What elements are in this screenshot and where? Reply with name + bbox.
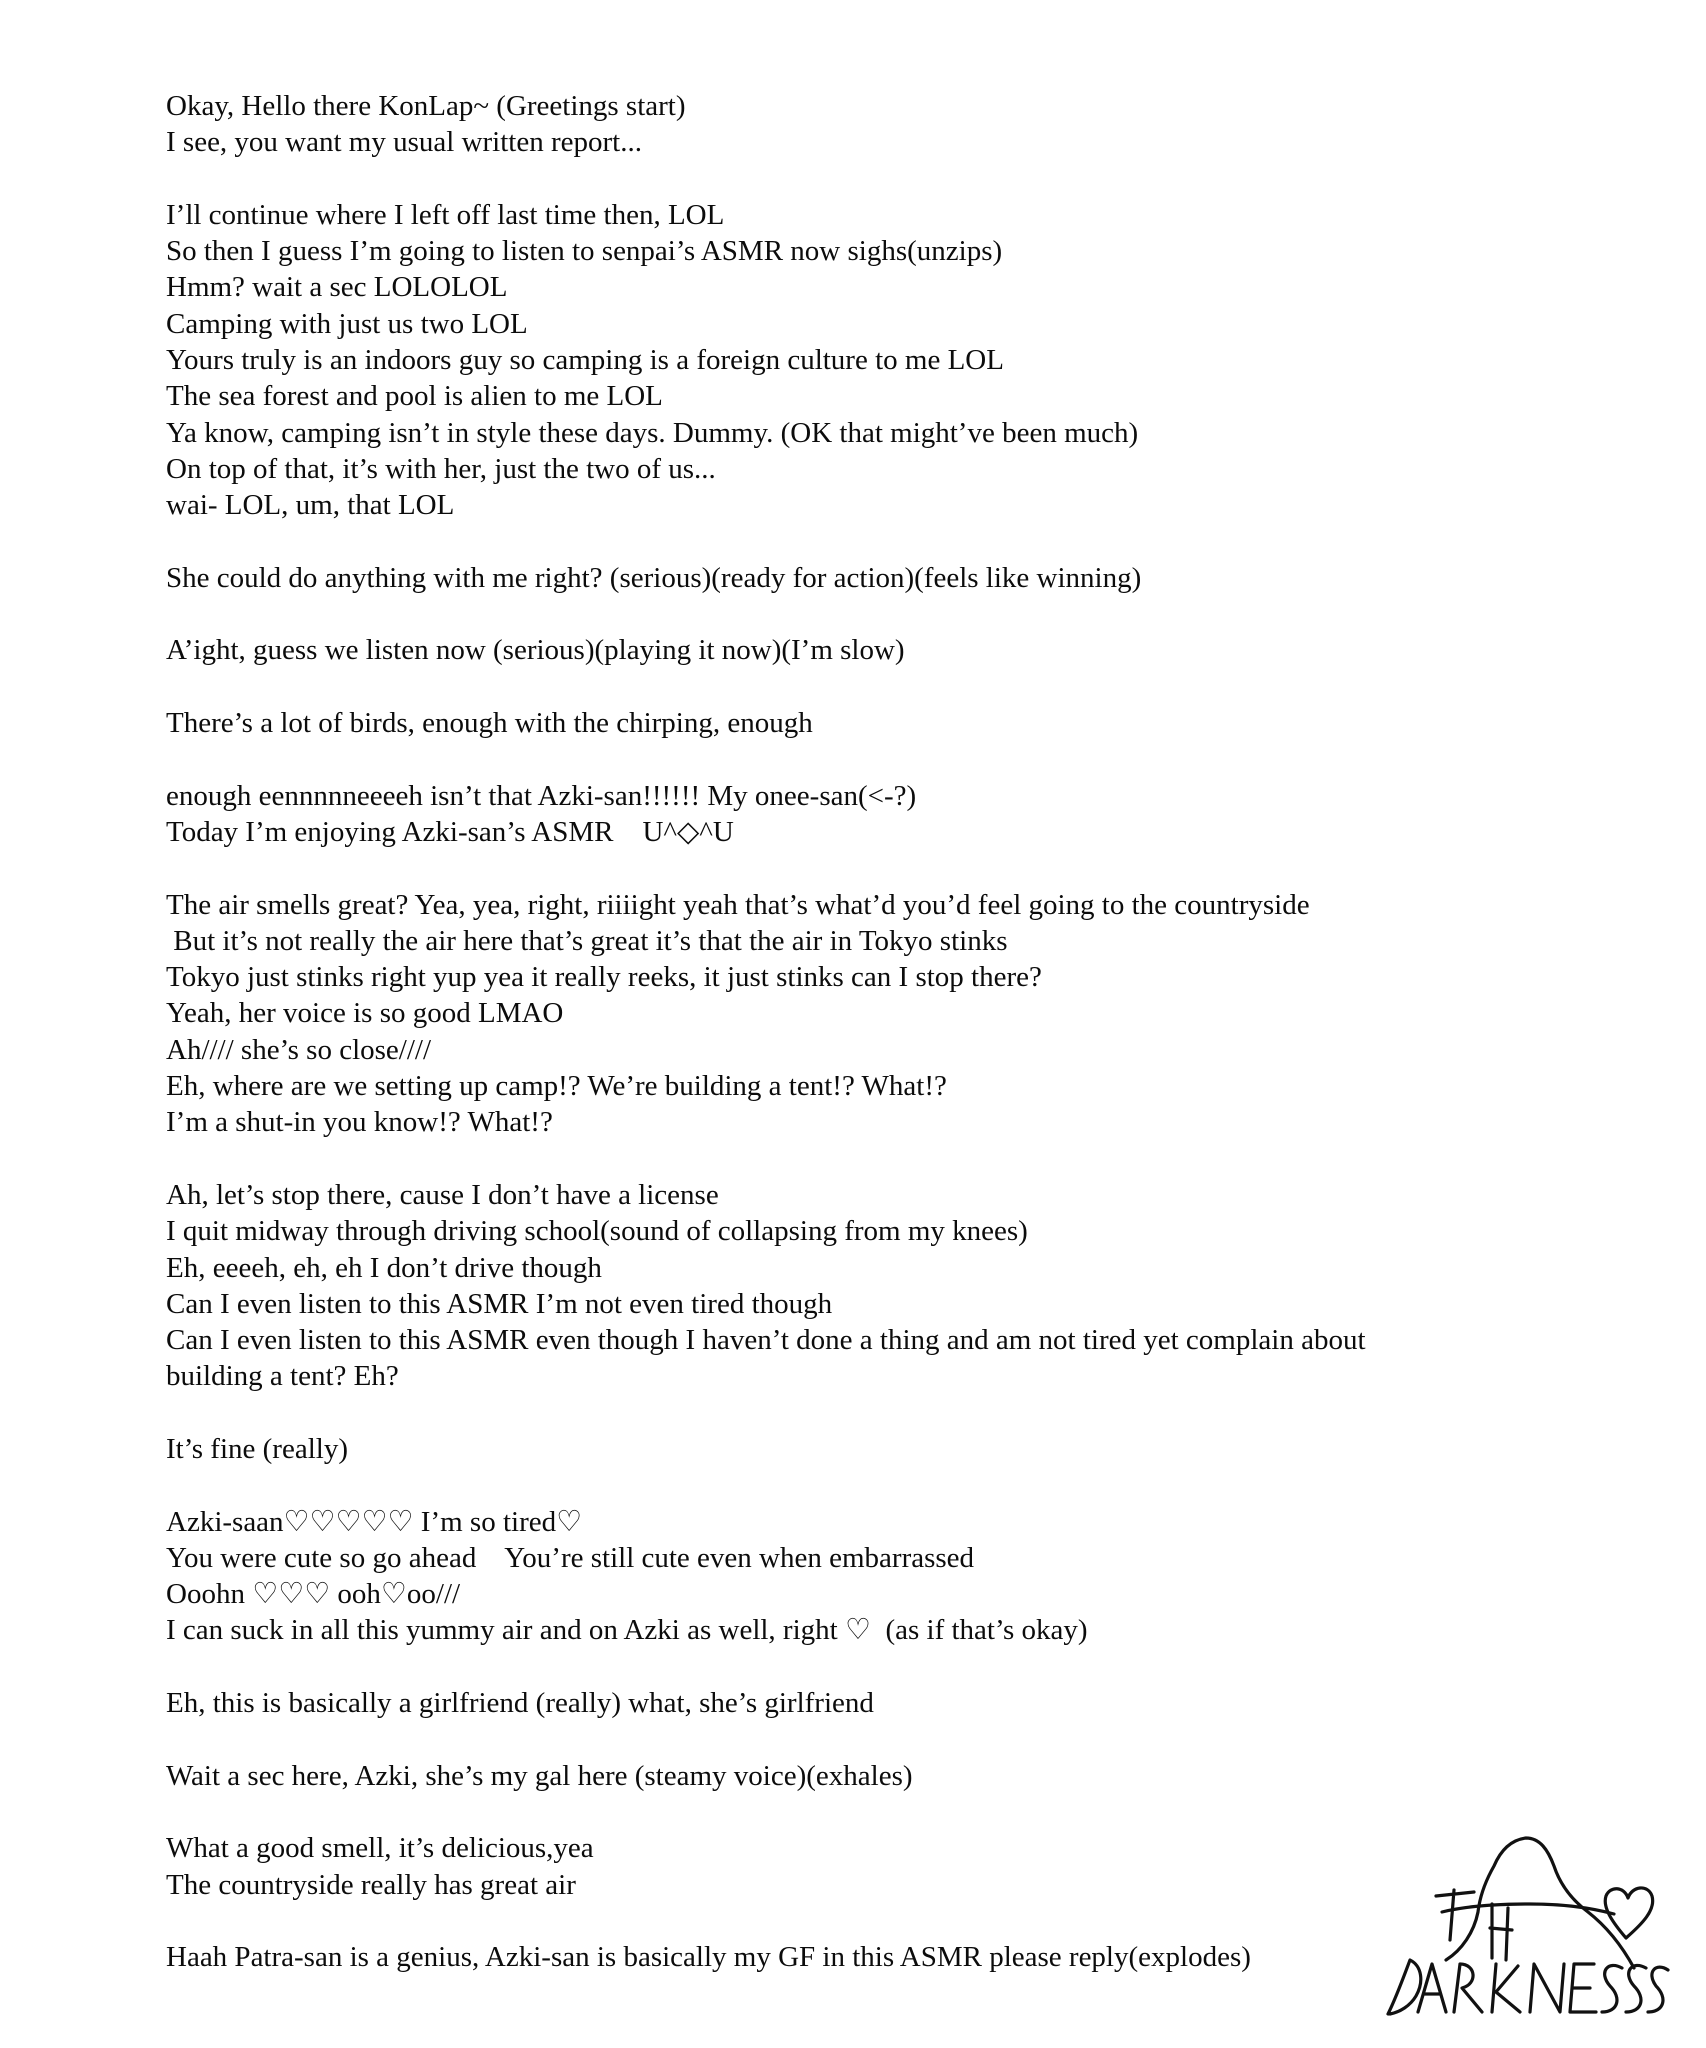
blank-line — [166, 1467, 1566, 1503]
text-line: Wait a sec here, Azki, she’s my gal here (steamy voice)(exhales) — [166, 1759, 913, 1792]
text-line: Eh, this is basically a girlfriend (really) what, she’s girlfriend — [166, 1687, 874, 1720]
text-line: Today I’m enjoying Azki-san’s ASMR U^◇^U — [166, 815, 734, 848]
text-line: The air smells great? Yea, yea, right, riiiight yeah that’s what’d you’d feel going to the countryside — [166, 888, 1310, 921]
text-line: You were cute so go ahead You’re still cute even when embarrassed — [166, 1541, 975, 1574]
blank-line — [166, 1141, 1566, 1177]
text-line: I’m a shut-in you know!? What!? — [166, 1106, 553, 1139]
text-line: What a good smell, it’s delicious,yea — [166, 1832, 594, 1865]
text-line: I’ll continue where I left off last time then, LOL — [166, 198, 725, 231]
signature-drawing — [1370, 1800, 1670, 2020]
text-line: Tokyo just stinks right yup yea it really reeks, it just stinks can I stop there? — [166, 961, 1042, 994]
text-line: There’s a lot of birds, enough with the chirping, enough — [166, 707, 813, 740]
blank-line — [166, 1721, 1566, 1757]
text-line: enough eennnnneeeeh isn’t that Azki-san!!!!!! My onee-san(<-?) — [166, 779, 917, 812]
blank-line — [166, 524, 1566, 560]
text-line: Can I even listen to this ASMR I’m not even tired though — [166, 1287, 833, 1320]
text-line: Yeah, her voice is so good LMAO — [166, 997, 564, 1030]
text-line: A’ight, guess we listen now (serious)(playing it now)(I’m slow) — [166, 634, 905, 667]
text-line: Okay, Hello there KonLap~ (Greetings start) — [166, 90, 686, 122]
text-line: It’s fine (really) — [166, 1432, 348, 1465]
text-line: wai- LOL, um, that LOL — [166, 489, 455, 522]
text-line: Can I even listen to this ASMR even though I haven’t done a thing and am not tired yet complain about — [166, 1324, 1366, 1357]
letter-body — [166, 88, 1566, 1975]
text-line: Ah, let’s stop there, cause I don’t have a license — [166, 1178, 719, 1211]
text-line: She could do anything with me right? (serious)(ready for action)(feels like winning) — [166, 561, 1142, 594]
text-line: building a tent? Eh? — [166, 1360, 399, 1393]
signature-word-stroke — [1388, 1960, 1668, 2014]
handwritten-signature — [1370, 1800, 1670, 2020]
blank-line — [166, 1903, 1566, 1939]
text-line: I quit midway through driving school(sound of collapsing from my knees) — [166, 1215, 1028, 1248]
text-line: I see, you want my usual written report... — [166, 126, 642, 159]
text-line: I can suck in all this yummy air and on Azki as well, right ♡ (as if that’s okay) — [166, 1614, 1088, 1647]
text-line: Eh, where are we setting up camp!? We’re building a tent!? What!? — [166, 1070, 947, 1103]
text-line: So then I guess I’m going to listen to senpai’s ASMR now sighs(unzips) — [166, 235, 1003, 268]
text-line: On top of that, it’s with her, just the two of us... — [166, 452, 716, 485]
text-line: Camping with just us two LOL — [166, 307, 528, 340]
blank-line — [166, 1395, 1566, 1431]
blank-line — [166, 741, 1566, 777]
text-line: Ooohn ♡♡♡ ooh♡oo/// — [166, 1578, 461, 1611]
text-line: The countryside really has great air — [166, 1868, 576, 1901]
text-line: The sea forest and pool is alien to me LOL — [166, 380, 663, 413]
blank-line — [166, 669, 1566, 705]
blank-line — [166, 850, 1566, 886]
blank-line — [166, 596, 1566, 632]
blank-line — [166, 1794, 1566, 1830]
text-line: Haah Patra-san is a genius, Azki-san is basically my GF in this ASMR please reply(explodes) — [166, 1941, 1251, 1974]
text-line: Ya know, camping isn’t in style these days. Dummy. (OK that might’ve been much) — [166, 416, 1139, 449]
blank-line — [166, 1649, 1566, 1685]
text-line: Eh, eeeeh, eh, eh I don’t drive though — [166, 1251, 602, 1284]
blank-line — [166, 161, 1566, 197]
text-line: Yours truly is an indoors guy so camping is a foreign culture to me LOL — [166, 344, 1004, 377]
text-line: Azki-saan♡♡♡♡♡ I’m so tired♡ — [166, 1505, 583, 1538]
text-line: Hmm? wait a sec LOLOLOL — [166, 271, 508, 304]
text-line: Ah//// she’s so close//// — [166, 1033, 432, 1066]
text-line: But it’s not really the air here that’s great it’s that the air in Tokyo stinks — [166, 924, 1008, 957]
